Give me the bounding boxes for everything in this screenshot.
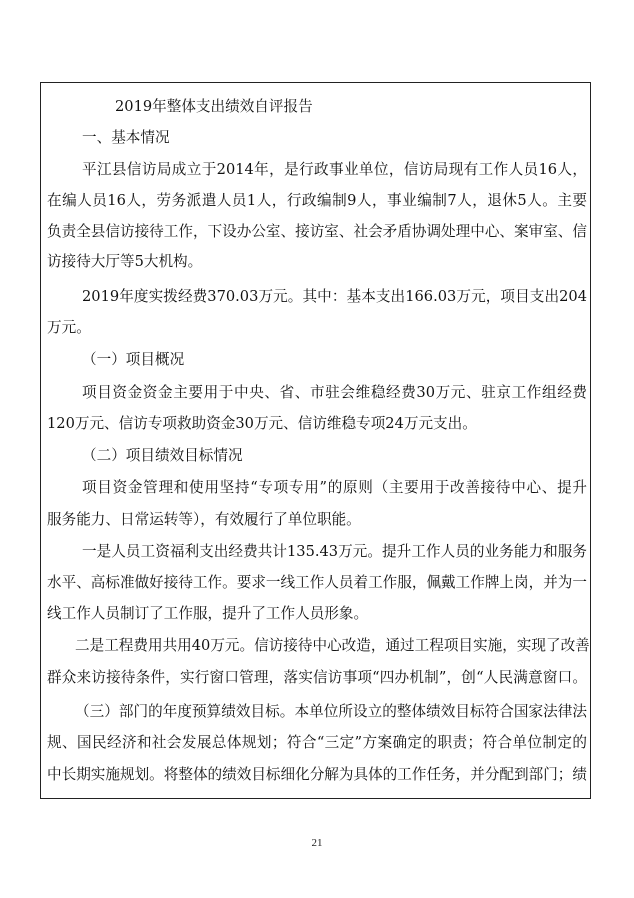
paragraph-line: 二是工程费用共用40万元。信访接待中心改造，通过工程项目实施，实现了改善 xyxy=(75,637,590,654)
paragraph-line: 2019年度实拨经费370.03万元。其中：基本支出166.03万元，项目支出204 xyxy=(82,288,587,305)
report-table-frame xyxy=(40,82,591,799)
paragraph-line: 线工作人员制订了工作服，提升了工作人员形象。 xyxy=(47,605,369,622)
paragraph-line: 负责全县信访接待工作，下设办公室、接访室、社会矛盾协调处理中心、案审室、信 xyxy=(47,223,587,240)
page-number: 21 xyxy=(311,837,323,849)
paragraph-line: 120万元、信访专项救助资金30万元、信访维稳专项24万元支出。 xyxy=(47,415,477,432)
paragraph-line: 项目资金管理和使用坚持“专项专用”的原则（主要用于改善接待中心、提升 xyxy=(82,479,587,496)
paragraph-line: 平江县信访局成立于2014年，是行政事业单位，信访局现有工作人员16人， xyxy=(82,161,587,178)
paragraph-line: 水平、高标准做好接待工作。要求一线工作人员着工作服，佩戴工作牌上岗，并为一 xyxy=(47,574,587,591)
paragraph-line: 群众来访接待条件，实行窗口管理，落实信访事项“四办机制”，创“人民满意窗口。 xyxy=(47,669,587,686)
paragraph-line: 中长期实施规划。将整体的绩效目标细化分解为具体的工作任务，并分配到部门；绩 xyxy=(47,766,587,783)
subheading-project-overview: （一）项目概况 xyxy=(82,351,185,368)
paragraph-line: （三）部门的年度预算绩效目标。本单位所设立的整体绩效目标符合国家法律法 xyxy=(75,703,587,720)
paragraph-line: 服务能力、日常运转等），有效履行了单位职能。 xyxy=(47,511,361,528)
paragraph-line: 项目资金资金主要用于中央、省、市驻会维稳经费30万元、驻京工作组经费 xyxy=(82,384,587,401)
paragraph-line: 访接待大厅等5大机构。 xyxy=(47,253,203,270)
subheading-performance-goals: （二）项目绩效目标情况 xyxy=(82,447,243,464)
paragraph-line: 一是人员工资福利支出经费共计135.43万元。提升工作人员的业务能力和服务 xyxy=(82,543,587,560)
section-heading-basic-info: 一、基本情况 xyxy=(82,129,170,146)
report-title: 2019年整体支出绩效自评报告 xyxy=(115,98,313,115)
paragraph-line: 在编人员16人，劳务派遣人员1人，行政编制9人，事业编制7人，退休5人。主要 xyxy=(47,192,587,209)
paragraph-line: 万元。 xyxy=(47,319,91,336)
paragraph-line: 规、国民经济和社会发展总体规划；符合“三定”方案确定的职责；符合单位制定的 xyxy=(47,734,587,751)
